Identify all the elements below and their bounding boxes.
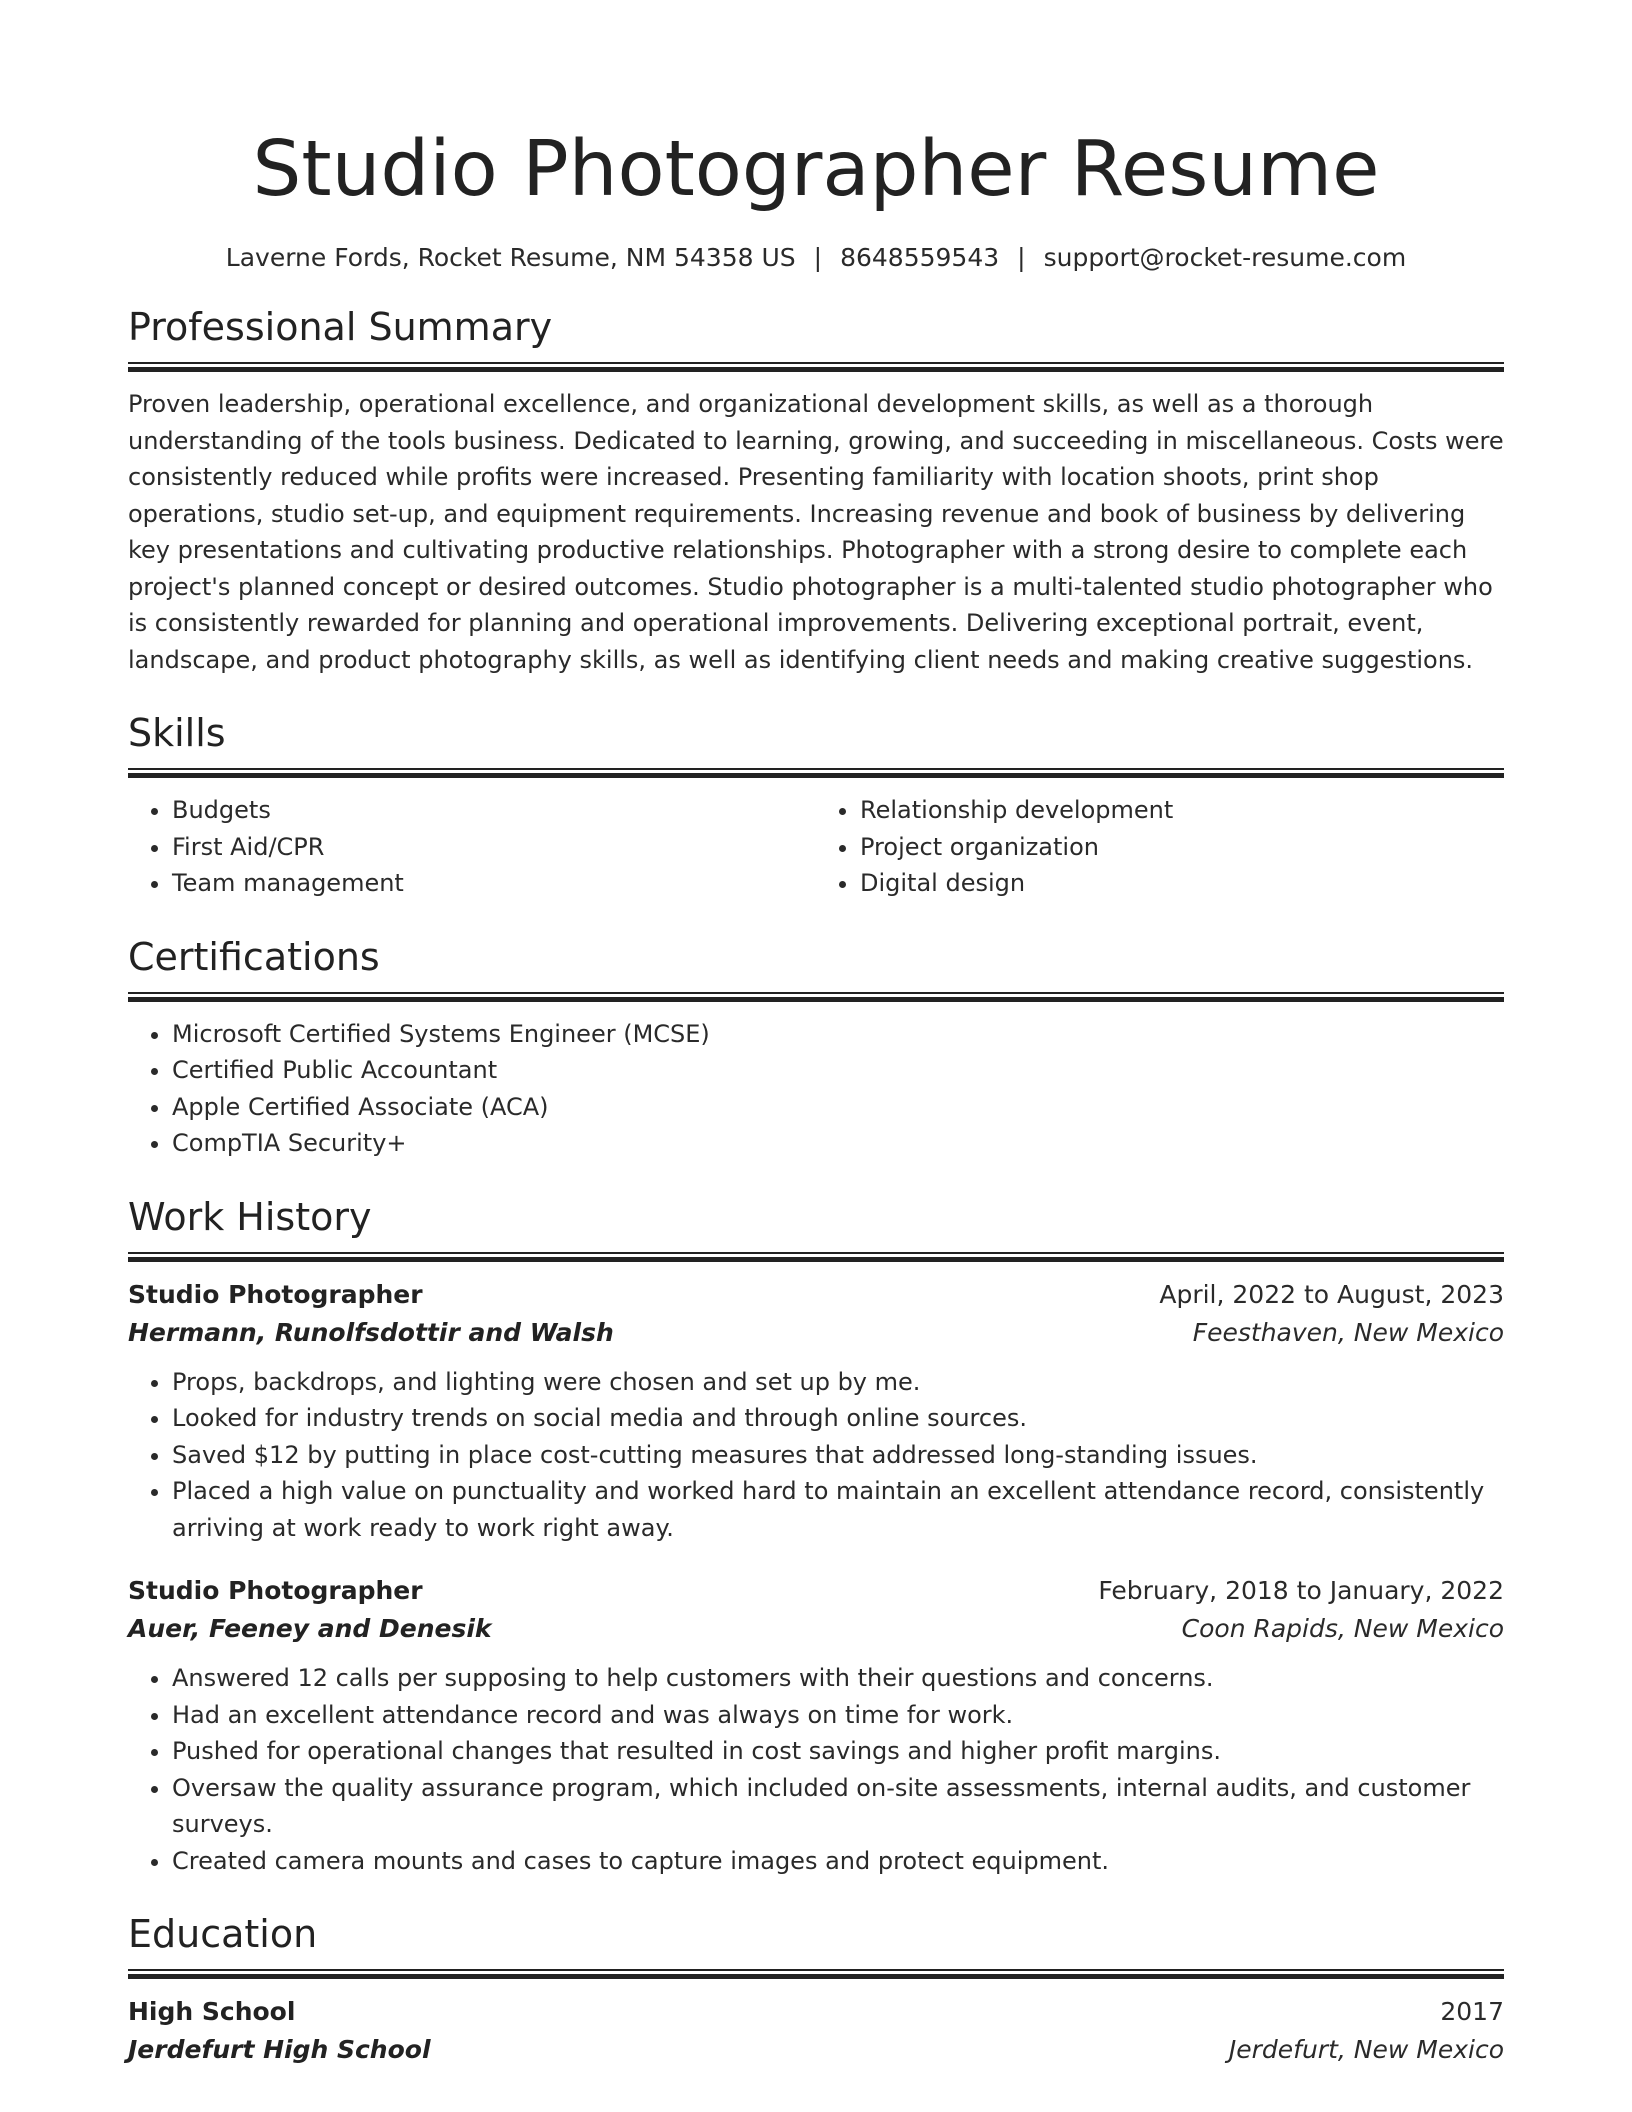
certifications-heading: Certifications (128, 934, 380, 979)
job-bullet: • Saved $12 by putting in place cost-cutting measures that addressed long-standing issues. (172, 1437, 1504, 1474)
skill-item: • Relationship development (860, 792, 1504, 829)
education-degree: High School (128, 1997, 296, 2026)
contact-address: Laverne Fords, Rocket Resume, NM 54358 US (225, 243, 796, 272)
job-bullet: • Oversaw the quality assurance program, which included on-site assessments, internal audits, and customer surveys. (172, 1770, 1504, 1843)
certification-item: • CompTIA Security+ (172, 1125, 1504, 1162)
summary-text: Proven leadership, operational excellence, and organizational development skills, as well as a thorough understanding of the tools business. Dedicated to learning, growing, and succeeding in miscellaneous. Costs were consistently reduced while profits were increased. Presenting familiarity with location shoots, print shop operations, studio set-up, and equipment requirements. Increasing revenue and book of business by delivering key presentations and cultivating productive relationships. Photographer with a strong desire to complete each project's planned concept or desired outcomes. Studio photographer is a multi-talented studio photographer who is consistently rewarded for planning and operational improvements. Delivering exceptional portrait, event, landscape, and product photography skills, as well as identifying client needs and making creative suggestions. (128, 390, 1504, 674)
job-bullet: • Props, backdrops, and lighting were chosen and set up by me. (172, 1364, 1504, 1401)
certification-item: • Certified Public Accountant (172, 1052, 1504, 1089)
skills-column-left (128, 792, 816, 902)
skills-column-right (816, 792, 1504, 902)
job-company: Hermann, Runolfsdottir and Walsh (128, 1317, 614, 1347)
skill-item: • Budgets (172, 792, 816, 829)
job-company: Auer, Feeney and Denesik (128, 1614, 492, 1643)
job-bullet: • Answered 12 calls per supposing to help customers with their questions and concerns. (172, 1660, 1504, 1697)
work-history-heading: Work History (128, 1194, 372, 1239)
job-entry (128, 1572, 1504, 1879)
job-bullet: • Placed a high value on punctuality and worked hard to maintain an excellent attendance record, consistently arriving at work ready to work right away. (172, 1473, 1504, 1546)
skill-item: • First Aid/CPR (172, 829, 816, 866)
education-entry (128, 1993, 1504, 2069)
education-heading: Education (128, 1912, 318, 1956)
contact-phone: 8648559543 (840, 243, 1000, 272)
contact-separator: | (1017, 243, 1026, 272)
job-dates: February, 2018 to January, 2022 (1098, 1576, 1504, 1605)
section-divider (128, 1252, 1504, 1262)
section-divider (128, 362, 1504, 372)
job-title: Studio Photographer (128, 1576, 423, 1605)
job-dates: April, 2022 to August, 2023 (1159, 1279, 1504, 1309)
certification-item: • Apple Certified Associate (ACA) (172, 1089, 1504, 1126)
section-divider (128, 992, 1504, 1002)
job-title: Studio Photographer (128, 1279, 423, 1309)
job-bullet: • Created camera mounts and cases to capture images and protect equipment. (172, 1843, 1504, 1880)
job-bullets (128, 1364, 1504, 1547)
section-divider (128, 768, 1504, 778)
resume-title: Studio Photographer Resume (252, 125, 1380, 214)
skill-item: • Project organization (860, 829, 1504, 866)
skill-item: • Digital design (860, 865, 1504, 902)
education-school: Jerdefurt High School (128, 2035, 431, 2064)
contact-email: support@rocket-resume.com (1043, 243, 1407, 272)
certifications-list (128, 1016, 1504, 1162)
contact-line (128, 242, 1504, 274)
job-entry (128, 1276, 1504, 1547)
job-bullet: • Looked for industry trends on social media and through online sources. (172, 1400, 1504, 1437)
skills-heading: Skills (128, 711, 226, 755)
contact-separator: | (813, 243, 823, 272)
skill-item: • Team management (172, 865, 816, 902)
education-location: Jerdefurt, New Mexico (1228, 2035, 1504, 2064)
job-location: Coon Rapids, New Mexico (1181, 1614, 1504, 1643)
job-location: Feesthaven, New Mexico (1192, 1317, 1504, 1347)
section-divider (128, 1969, 1504, 1979)
education-year: 2017 (1440, 1997, 1504, 2026)
resume-page (128, 0, 1504, 2069)
job-bullet: • Had an excellent attendance record and was always on time for work. (172, 1697, 1504, 1734)
certification-item: • Microsoft Certified Systems Engineer (MCSE) (172, 1016, 1504, 1053)
job-bullet: • Pushed for operational changes that resulted in cost savings and higher profit margins. (172, 1733, 1504, 1770)
job-bullets (128, 1660, 1504, 1879)
summary-heading: Professional Summary (128, 305, 553, 349)
skills-list (128, 792, 1504, 902)
